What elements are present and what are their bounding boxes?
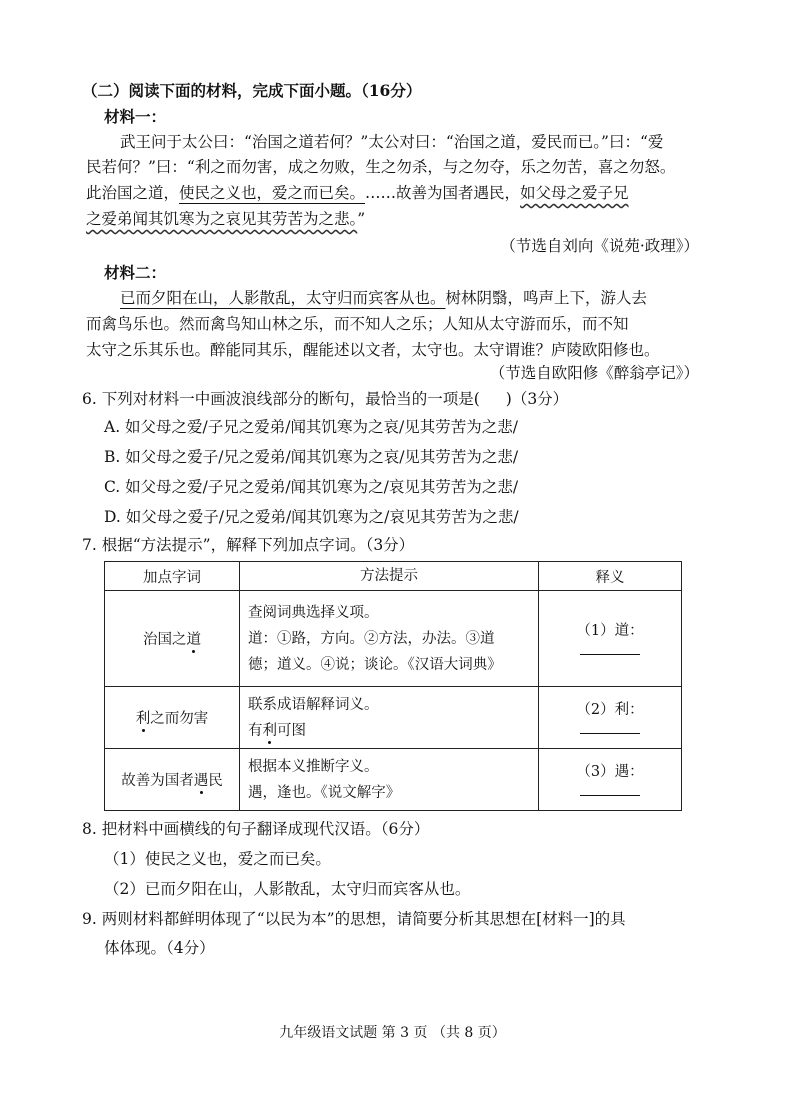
material1-line3-a: 此治国之道， [86, 184, 180, 202]
header-word: 加点字词 [105, 562, 240, 591]
row1-dotted-char: 道 [186, 632, 201, 648]
material2-line3: 太守之乐其乐也。醉能同其乐，醒能述以文者，太守也。太守谓谁？庐陵欧阳修也。 [86, 341, 660, 359]
material2-source: （节选自欧阳修《醉翁亭记》） [489, 364, 699, 382]
q6-option-b: B. 如父母之爱子/兄之爱弟/闻其饥寒为之哀/见其劳苦为之悲/ [104, 448, 519, 466]
material2-line2: 而禽鸟乐也。然而禽鸟知山林之乐，而不知人之乐；人知从太守游而乐，而不知 [86, 315, 629, 333]
q6-option-c: C. 如父母之爱/子兄之爱弟/闻其饥寒为之/哀见其劳苦为之悲/ [104, 478, 519, 496]
row2-answer-blank[interactable] [580, 719, 640, 734]
row3-hint [240, 749, 539, 811]
q7-stem: 7. 根据“方法提示”，解释下列加点字词。（3分） [82, 536, 415, 554]
table-row [105, 687, 682, 749]
q6-stem-a: 6. 下列对材料一中画波浪线部分的断句，最恰当的一项是( [82, 390, 480, 408]
row2-dotted-char: 利 [135, 711, 151, 727]
material2-label: 材料二： [104, 263, 167, 282]
row1-word [105, 591, 240, 687]
row1-hint-line2: 道：①路，方向。②方法，办法。③道 [248, 630, 495, 647]
row2-answer [539, 687, 682, 749]
q9-line2: 体体现。（4分） [104, 939, 215, 957]
material1-line2: 民若何？”曰：“利之而勿害，成之勿败，生之勿杀，与之勿夺，乐之勿苦，喜之勿怒。 [86, 158, 676, 176]
row1-hint-line3: 德；道义。④说；谈论。《汉语大词典》 [248, 656, 502, 673]
q8-item-2: （2）已而夕阳在山，人影散乱，太守归而宾客从也。 [104, 880, 471, 898]
material1-wavy-start: 如父母之爱子兄 [520, 184, 629, 202]
row3-answer-label: （3）遇： [576, 763, 644, 780]
row2-hint-a: 有 [248, 722, 263, 739]
material2-line1 [120, 287, 647, 309]
row2-hint-line2 [248, 718, 530, 744]
row2-word-b: 之而勿害 [150, 711, 209, 727]
method-table [104, 561, 682, 811]
material1-wavy-end: 之爱弟闻其饥寒为之哀见其劳苦为之悲。 [86, 210, 358, 228]
material1-line4-end: ” [357, 210, 366, 228]
q6-option-a: A. 如父母之爱/子兄之爱弟/闻其饥寒为之哀/见其劳苦为之悲/ [104, 418, 518, 436]
row1-answer-label: （1）道： [576, 622, 644, 639]
row1-hint-line1: 查阅词典选择义项。 [248, 604, 379, 621]
material1-underlined-sentence: 使民之义也，爱之而已矣。 [179, 184, 366, 202]
table-header-row [105, 562, 682, 591]
material1-line3 [86, 182, 629, 204]
header-meaning: 释义 [539, 562, 682, 591]
section-title: （二）阅读下面的材料，完成下面小题。（16分） [82, 81, 422, 100]
material2-underlined-sentence: 已而夕阳在山，人影散乱，太守归而宾客从也。 [120, 289, 446, 307]
q6-stem [82, 388, 568, 410]
table-row [105, 749, 682, 811]
row2-hint-line1: 联系成语解释词义。 [248, 696, 379, 713]
q8-stem: 8. 把材料中画横线的句子翻译成现代汉语。（6分） [82, 820, 430, 838]
row2-word [105, 687, 240, 749]
row3-hint-line1: 根据本义推断字义。 [248, 758, 379, 775]
material1-source: （节选自刘向《说苑·政理》） [500, 237, 699, 255]
q6-stem-b: )（3分） [505, 390, 569, 408]
q6-option-d: D. 如父母之爱子/兄之爱弟/闻其饥寒为之/哀见其劳苦为之悲/ [104, 508, 519, 526]
row2-answer-label: （2）利： [576, 701, 644, 718]
row1-answer-blank[interactable] [580, 640, 640, 655]
header-hint: 方法提示 [240, 562, 539, 591]
row2-hint-dotted-char: 利 [262, 722, 277, 739]
row3-dotted-char: 遇 [193, 773, 209, 789]
row1-word-a: 治国之 [143, 632, 187, 648]
material1-line4 [86, 208, 365, 230]
material2-line1-b: 树林阴翳，鸣声上下，游人去 [445, 289, 648, 307]
table-row [105, 591, 682, 687]
material1-line1: 武王问于太公曰：“治国之道若何？”太公对曰：“治国之道，爱民而已。”曰：“爱 [120, 133, 664, 151]
row3-word-b: 民 [208, 773, 223, 789]
row3-answer-blank[interactable] [580, 781, 640, 796]
row2-hint [240, 687, 539, 749]
row3-word [105, 749, 240, 811]
q9-line1: 9. 两则材料都鲜明体现了“以民为本”的思想，请简要分析其思想在[材料一]的具 [82, 910, 626, 928]
row3-hint-line2: 遇，逢也。《说文解字》 [248, 784, 401, 801]
q8-item-1: （1）使民之义也，爱之而已矣。 [104, 850, 331, 868]
material1-label: 材料一： [104, 107, 167, 126]
row3-answer [539, 749, 682, 811]
page-footer: 九年级语文试题 第 3 页 （共 8 页） [279, 1025, 506, 1041]
material1-line3-c: ……故善为国者遇民， [365, 184, 521, 202]
row3-word-a: 故善为国者 [121, 773, 194, 789]
row1-hint [240, 591, 539, 687]
row1-answer [539, 591, 682, 687]
row2-hint-b: 可图 [277, 722, 306, 739]
